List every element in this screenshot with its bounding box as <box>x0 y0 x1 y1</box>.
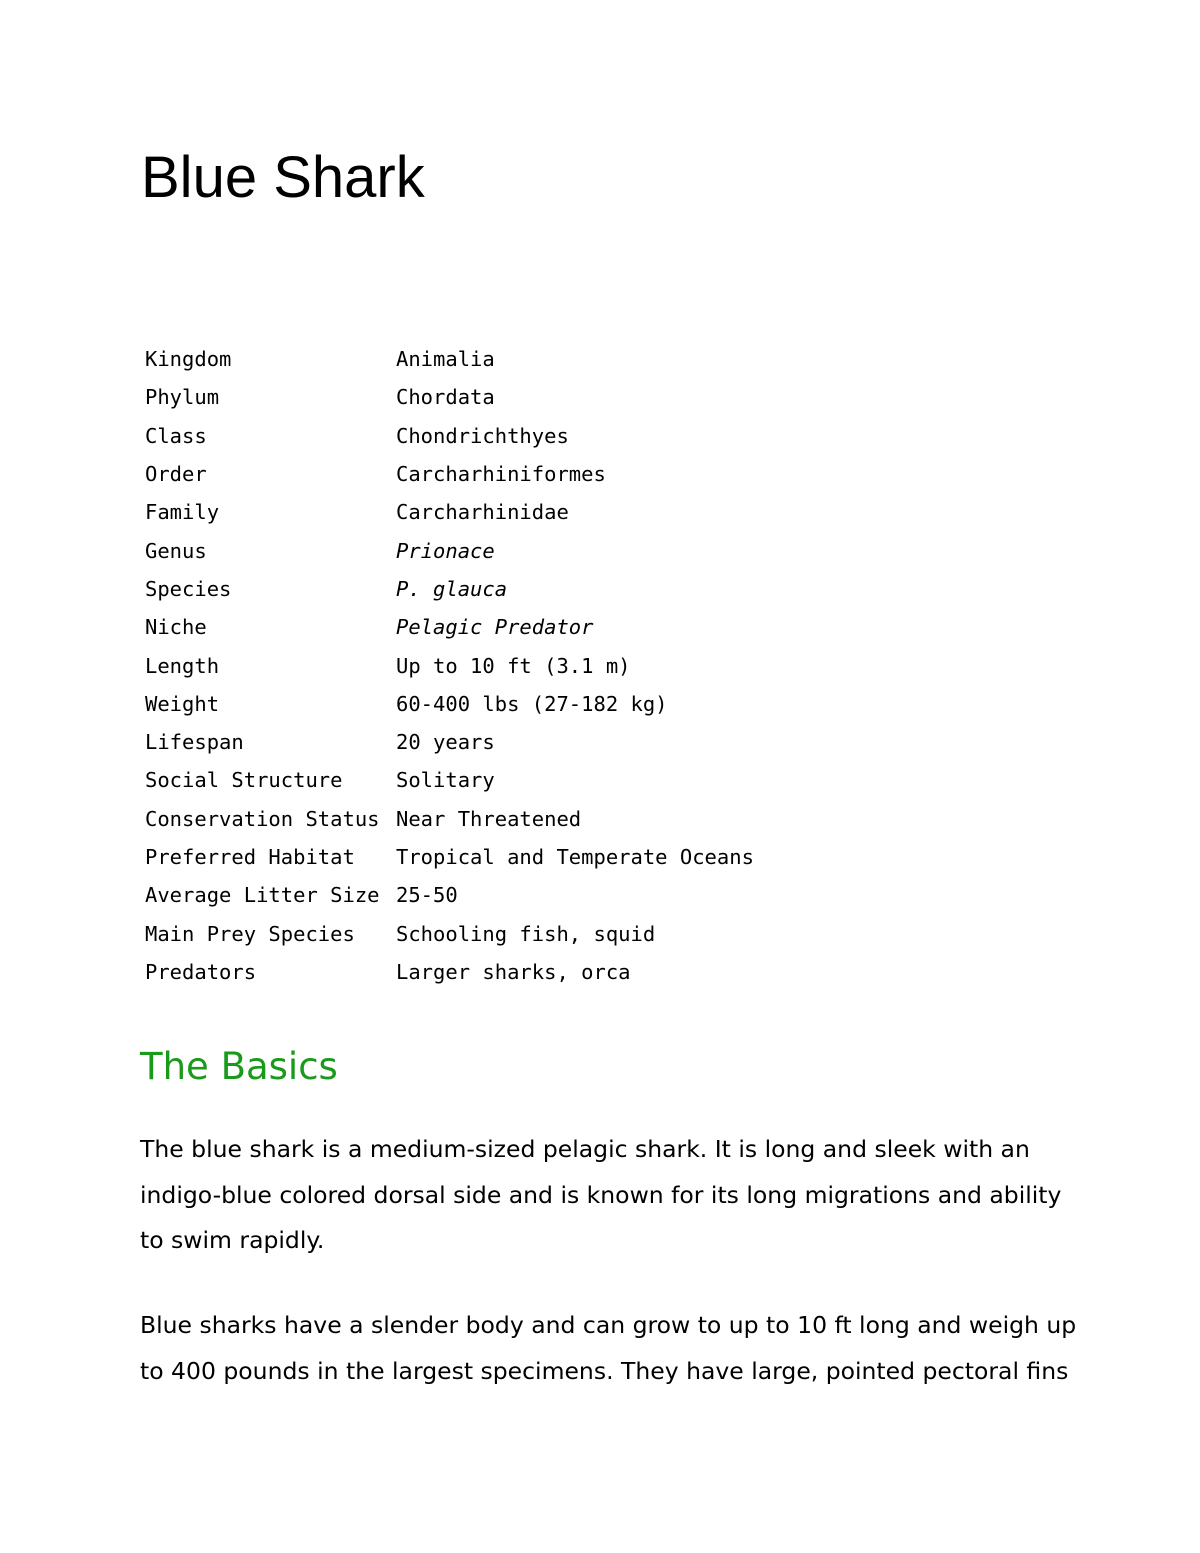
taxonomy-row <box>145 417 754 455</box>
taxonomy-label: Average Litter Size <box>145 883 380 908</box>
taxonomy-value: Pelagic Predator <box>396 615 594 640</box>
taxonomy-label: Predators <box>145 959 257 984</box>
taxonomy-table <box>145 340 754 991</box>
taxonomy-value: Carcharhinidae <box>396 500 569 525</box>
body-paragraph: Blue sharks have a slender body and can grow to up to 10 ft long and weigh up to 400 pounds in the largest specimens. They have large, pointed pectoral fins <box>140 1311 1077 1385</box>
taxonomy-label: Phylum <box>145 385 220 410</box>
taxonomy-value: Schooling fish, squid <box>396 921 656 946</box>
page-title: Blue Shark <box>141 145 425 210</box>
taxonomy-value: Prionace <box>396 538 495 563</box>
taxonomy-row <box>145 608 754 646</box>
taxonomy-value: Chondrichthyes <box>396 423 569 448</box>
taxonomy-row <box>145 570 754 608</box>
taxonomy-row <box>145 953 754 991</box>
taxonomy-label: Conservation Status <box>145 806 380 831</box>
taxonomy-value: Tropical and Temperate Oceans <box>396 845 754 869</box>
taxonomy-row <box>145 723 754 761</box>
taxonomy-row <box>145 378 754 416</box>
taxonomy-row <box>145 876 754 914</box>
body-paragraph: The blue shark is a medium-sized pelagic shark. It is long and sleek with an indigo-blue colored dorsal side and is known for its long migrations and ability to swim rapidly. <box>140 1135 1062 1254</box>
taxonomy-value: Up to 10 ft (3.1 m) <box>396 653 631 678</box>
taxonomy-label: Niche <box>145 615 207 640</box>
taxonomy-label: Lifespan <box>145 730 244 755</box>
section-heading: The Basics <box>140 1045 338 1088</box>
taxonomy-row <box>145 646 754 684</box>
taxonomy-label: Weight <box>145 691 220 716</box>
taxonomy-label: Family <box>145 500 220 525</box>
taxonomy-value: 20 years <box>396 730 495 755</box>
taxonomy-value: P. glauca <box>396 576 508 601</box>
taxonomy-value: 25-50 <box>396 883 458 908</box>
taxonomy-value: Near Threatened <box>396 806 582 831</box>
taxonomy-row <box>145 340 754 378</box>
taxonomy-row <box>145 531 754 569</box>
taxonomy-label: Preferred Habitat <box>145 845 355 869</box>
taxonomy-row <box>145 455 754 493</box>
taxonomy-row <box>145 685 754 723</box>
taxonomy-row <box>145 493 754 531</box>
taxonomy-label: Main Prey Species <box>145 921 355 946</box>
taxonomy-value: Chordata <box>396 385 495 410</box>
taxonomy-row <box>145 761 754 799</box>
taxonomy-label: Genus <box>145 538 207 563</box>
taxonomy-value: 60-400 lbs (27-182 kg) <box>396 691 668 716</box>
taxonomy-label: Kingdom <box>145 347 232 372</box>
taxonomy-value: Solitary <box>396 768 495 793</box>
taxonomy-label: Social Structure <box>145 768 343 793</box>
taxonomy-row <box>145 914 754 952</box>
taxonomy-label: Class <box>145 423 207 448</box>
taxonomy-value: Carcharhiniformes <box>396 462 606 487</box>
taxonomy-row <box>145 838 754 876</box>
taxonomy-value: Larger sharks, orca <box>396 959 631 984</box>
taxonomy-label: Species <box>145 576 232 601</box>
taxonomy-row <box>145 800 754 838</box>
taxonomy-label: Length <box>145 653 220 678</box>
taxonomy-label: Order <box>145 462 207 487</box>
taxonomy-value: Animalia <box>396 347 495 372</box>
